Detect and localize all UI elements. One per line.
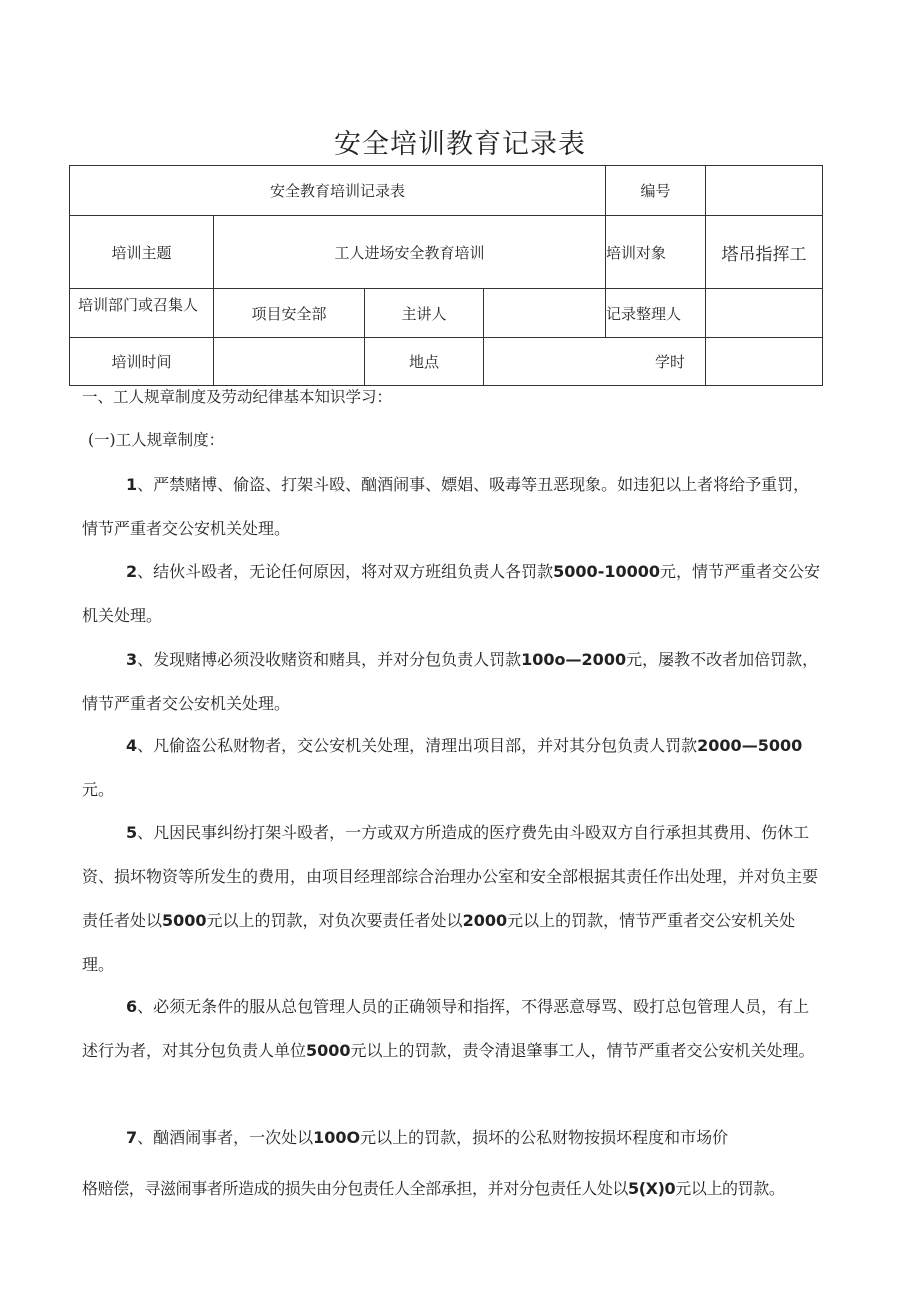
dept-value: 项目安全部 [214, 289, 365, 338]
topic-value: 工人进场安全教育培训 [214, 216, 606, 289]
time-value [214, 338, 365, 386]
item-number: 4 [126, 736, 138, 755]
rule-item-3 [82, 638, 824, 726]
rule-item-7 [82, 1116, 824, 1160]
target-value: 塔吊指挥工 [706, 216, 823, 289]
item-text-cont: 元以上的罚款，损坏的公私财物按损坏程度和市场价 [360, 1128, 729, 1147]
speaker-label: 主讲人 [365, 289, 484, 338]
fine-amount: 5(X)0 [628, 1179, 676, 1198]
target-label: 培训对象 [606, 216, 706, 289]
fine-amount: 100O [313, 1128, 361, 1147]
item-number: 5 [126, 823, 138, 842]
item-number: 3 [126, 650, 138, 669]
item-text: 、酗酒闹事者，一次处以 [137, 1128, 314, 1147]
rule-item-7-continuation [82, 1167, 824, 1211]
recorder-value [706, 289, 823, 338]
item-text: 、必须无条件的服从总包管理人员的正确领导和指挥，不得恶意辱骂、殴打总包管理人员，有上述行为者，对其分包负责人单位 [82, 997, 810, 1060]
item-text-cont: 元。 [82, 780, 115, 799]
table-header: 安全教育培训记录表 [70, 166, 606, 216]
speaker-value [484, 289, 606, 338]
rule-item-2 [82, 550, 824, 638]
document-title: 安全培训教育记录表 [334, 129, 586, 160]
recorder-label: 记录整理人 [606, 289, 706, 338]
item-text: 、结伙斗殴者，无论任何原因，将对双方班组负责人各罚款 [137, 562, 554, 581]
fine-amount: 2000—5000 [697, 736, 803, 755]
item-text: 、凡偷盗公私财物者，交公安机关处理，清理出项目部，并对其分包负责人罚款 [137, 736, 698, 755]
item-text-cont: 元以上的罚款。 [675, 1179, 785, 1198]
item-number: 2 [126, 562, 138, 581]
hours-label: 学时 [484, 338, 706, 386]
fine-amount-2: 2000 [462, 911, 508, 930]
rule-item-4 [82, 724, 824, 812]
item-text-cont: 元以上的罚款，情节严重者交公安机关处理。 [82, 911, 796, 974]
dept-label: 培训部门或召集人 [70, 289, 214, 338]
hours-value [706, 338, 823, 386]
subsection-heading: (一)工人规章制度： [88, 431, 225, 449]
item-text-cont: 元，情节严重者交公安机关处理。 [82, 562, 821, 625]
rule-item-6 [82, 985, 824, 1073]
item-number: 1 [126, 475, 138, 494]
item-number: 7 [126, 1128, 138, 1147]
item-text: 、发现赌博必须没收赌资和赌具，并对分包负责人罚款 [137, 650, 522, 669]
place-label: 地点 [365, 338, 484, 386]
training-record-table [69, 165, 823, 386]
serial-label: 编号 [606, 166, 706, 216]
item-text: 格赔偿，寻滋闹事者所造成的损失由分包责任人全部承担，并对分包责任人处以 [82, 1179, 629, 1198]
item-text-cont: 元以上的罚款，责令清退肇事工人，情节严重者交公安机关处理。 [350, 1041, 815, 1060]
rule-item-1 [82, 463, 824, 551]
item-text-cont: 元，屡教不改者加倍罚款，情节严重者交公安机关处理。 [82, 650, 819, 713]
fine-amount: 5000 [306, 1041, 351, 1060]
item-text: 、凡因民事纠纷打架斗殴者，一方或双方所造成的医疗费先由斗殴双方自行承担其费用、伤休工资、损坏物资等所发生的费用，由项目经理部综合治理办公室和安全部根据其责任作出处理，并对负主要责任者处以 [82, 823, 819, 930]
time-label: 培训时间 [70, 338, 214, 386]
section-heading: 一、工人规章制度及劳动纪律基本知识学习： [82, 388, 393, 406]
rule-item-5 [82, 811, 824, 987]
topic-label: 培训主题 [70, 216, 214, 289]
item-text: 、严禁赌博、偷盗、打架斗殴、酗酒闹事、嫖娼、吸毒等丑恶现象。如违犯以上者将给予重罚，情节严重者交公安机关处理。 [82, 475, 810, 538]
item-number: 6 [126, 997, 138, 1016]
serial-value [706, 166, 823, 216]
fine-amount: 5000-10000 [553, 562, 660, 581]
fine-amount: 100o—2000 [521, 650, 627, 669]
fine-amount: 5000 [162, 911, 207, 930]
item-text-mid: 元以上的罚款，对负次要责任者处以 [206, 911, 463, 930]
